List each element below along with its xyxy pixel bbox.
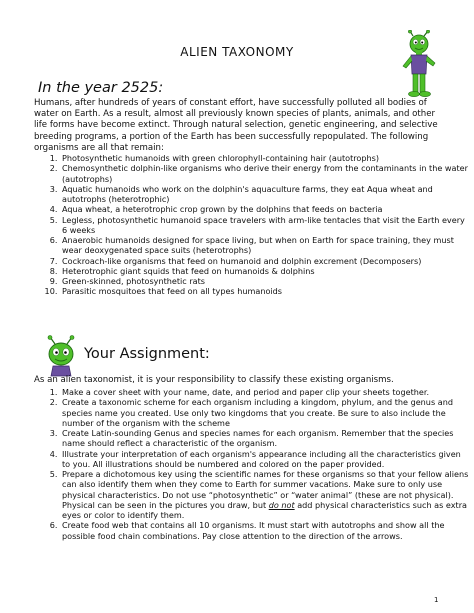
list-item: 2. Create a taxonomic scheme for each organism including a kingdom, phylum, and the genus and species name you created. Use only two kingdoms that you create. Be sure to also include the number of the organism with the scheme [60,397,470,428]
alien-head-illustration [43,335,79,377]
alien-standing-illustration [400,30,438,100]
list-item: 3. Aquatic humanoids who work on the dolphin's aquaculture farms, they eat Aqua wheat and autotrophs (heterotrophic) [60,184,470,205]
section-heading-year: In the year 2525: [38,80,164,96]
list-item: 9. Green-skinned, photosynthetic rats [60,276,470,286]
list-item: 7. Cockroach-like organisms that feed on humanoid and dolphin excrement (Decomposers) [60,256,470,266]
list-item: 6. Create food web that contains all 10 organisms. It must start with autotrophs and show all the possible food chain combinations. Pay close attention to the direction of the arrows. [60,520,470,541]
intro-paragraph: Humans, after hundreds of years of constant effort, have successfully polluted all bodies of water on Earth. As a result, almost all previously known species of plants, animals, and other life forms have become extinct. Through natural selection, genetic engineering, and selective breeding programs, a portion of the Earth has been successfully repopulated. The following organisms are all that remain: [34,98,438,153]
page-title: ALIEN TAXONOMY [180,45,294,59]
task5-emphasis: do not [268,499,295,510]
assignment-intro: As an alien taxonomist, it is your responsibility to classify these existing organisms. [34,375,394,385]
list-item: 2. Chemosynthetic dolphin-like organisms who derive their energy from the contaminants in the water (autotrophs) [60,163,470,184]
task5-text-start: Prepare a dichotomous key using the scientific names for these organisms so that your fellow aliens can also identify them when they come to Earth for summer vacations. Make sure to only use physical characteristics. Do not use “photosynthetic” or “water animal” (these are not physical). Physical can be seen in the pictures you draw, but [62,469,469,510]
list-item: 4. Illustrate your interpretation of each organism's appearance including all the characteristics given to you. All illustrations should be numbered and colored on the paper provided. [60,449,470,470]
list-item: 4. Aqua wheat, a heterotrophic crop grown by the dolphins that feeds on bacteria [60,204,470,214]
list-item: 5. Legless, photosynthetic humanoid space travelers with arm-like tentacles that visit the Earth every 6 weeks [60,215,470,236]
organism-list [34,153,470,297]
list-item: 6. Anaerobic humanoids designed for space living, but when on Earth for space training, they must wear deoxygenated space suits (heterotrophs) [60,235,470,256]
section-heading-assignment: Your Assignment: [84,346,210,362]
task5-text-end: add physical characteristics such as extra eyes or color to identify them. [62,499,467,520]
page-number: 1 [434,596,439,604]
list-item [60,469,470,520]
list-item: 3. Create Latin-sounding Genus and species names for each organism. Remember that the species name should reflect a characteristic of the organism. [60,428,470,449]
list-item: 8. Heterotrophic giant squids that feed on humanoids & dolphins [60,266,470,276]
list-item: 10. Parasitic mosquitoes that feed on all types humanoids [60,286,470,296]
assignment-list [34,387,470,541]
list-item: 1. Make a cover sheet with your name, date, and period and paper clip your sheets together. [60,387,470,397]
list-item: 1. Photosynthetic humanoids with green chlorophyll-containing hair (autotrophs) [60,153,470,163]
